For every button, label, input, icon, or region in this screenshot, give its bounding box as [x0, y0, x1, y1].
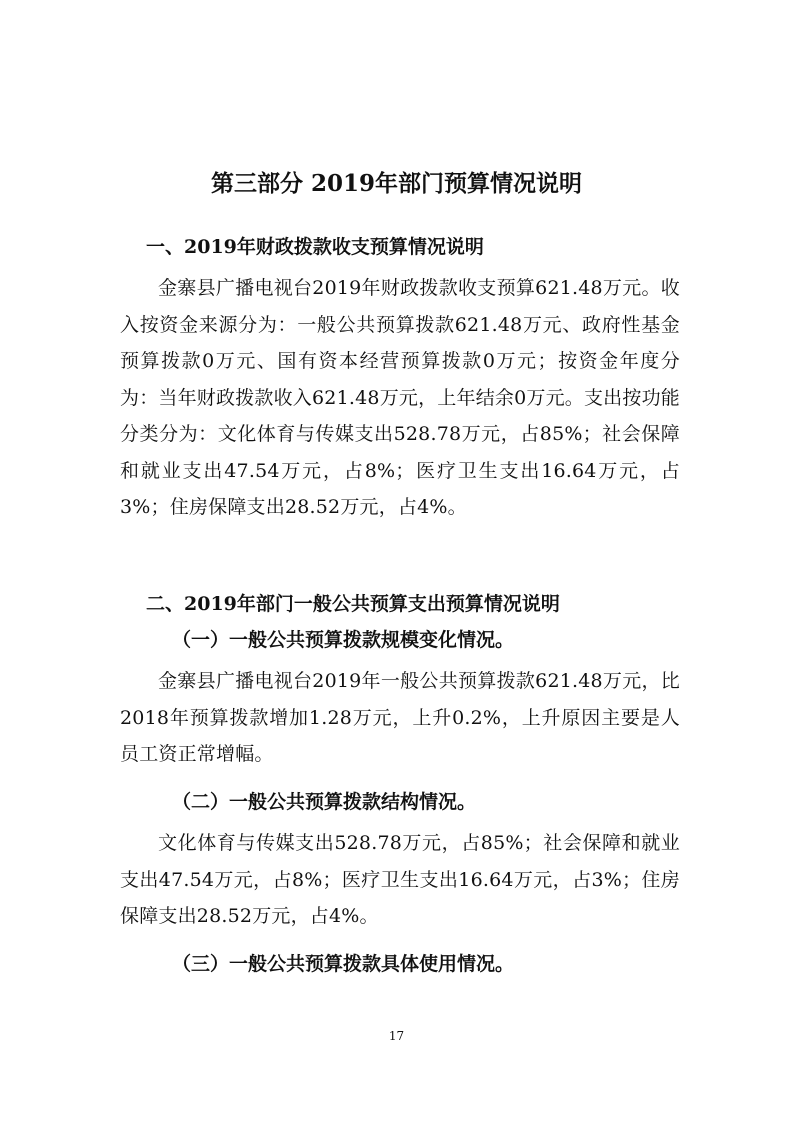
section-heading-2: 二、2019年部门一般公共预算支出预算情况说明: [146, 593, 560, 615]
page-number: 17: [388, 1029, 405, 1043]
subsection-1-paragraph: 金寨县广播电视台2019年一般公共预算拨款621.48万元，比2018年预算拨款增加1.28万元，上升0.2%，上升原因主要是人员工资正常增幅。: [120, 670, 680, 765]
subsection-heading-2: （二）一般公共预算拨款结构情况。: [172, 791, 477, 813]
subsection-heading-1: （一）一般公共预算拨款规模变化情况。: [172, 629, 515, 651]
page-title: 第三部分 2019年部门预算情况说明: [210, 170, 583, 197]
section-heading-1: 一、2019年财政拨款收支预算情况说明: [146, 236, 484, 258]
section-1-paragraph: 金寨县广播电视台2019年财政拨款收支预算621.48万元。收入按资金来源分为：一般公共预算拨款621.48万元、政府性基金预算拨款0万元、国有资本经营预算拨款0万元；按资金年度分为：当年财政拨款收入621.48万元，上年结余0万元。支出按功能分类分为：文化体育与传媒支出528.78万元，占85%；社会保障和就业支出47.54万元，占8%；医疗卫生支出16.64万元，占3%；住房保障支出28.52万元，占4%。: [120, 277, 680, 518]
subsection-heading-3: （三）一般公共预算拨款具体使用情况。: [172, 953, 515, 975]
subsection-2-paragraph: 文化体育与传媒支出528.78万元，占85%；社会保障和就业支出47.54万元，占8%；医疗卫生支出16.64万元，占3%；住房保障支出28.52万元，占4%。: [120, 832, 680, 927]
